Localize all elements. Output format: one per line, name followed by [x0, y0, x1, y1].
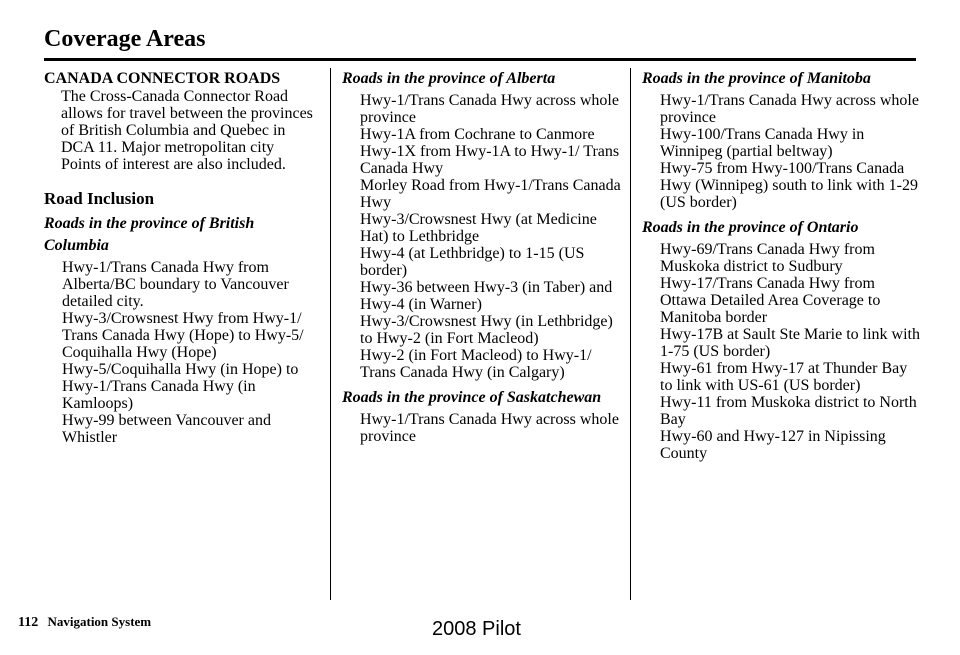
column-2	[342, 68, 622, 445]
road-item: Morley Road from Hwy-1/Trans Canada Hwy	[360, 177, 621, 211]
road-item: Hwy-69/Trans Canada Hwy from Muskoka district to Sudbury	[660, 241, 875, 275]
saskatchewan-road-list	[342, 411, 622, 445]
road-inclusion-heading: Road Inclusion	[44, 189, 155, 208]
road-item: Hwy-4 (at Lethbridge) to 1-15 (US border)	[360, 245, 585, 279]
manitoba-heading: Roads in the province of Manitoba	[642, 70, 871, 87]
road-item: Hwy-2 (in Fort Macleod) to Hwy-1/ Trans Canada Hwy (in Calgary)	[360, 347, 592, 381]
road-item: Hwy-1X from Hwy-1A to Hwy-1/ Trans Canada Hwy	[360, 143, 620, 177]
road-item: Hwy-17/Trans Canada Hwy from Ottawa Detailed Area Coverage to Manitoba border	[660, 275, 881, 326]
page-footer	[18, 614, 151, 631]
road-item: Hwy-3/Crowsnest Hwy from Hwy-1/ Trans Canada Hwy (Hope) to Hwy-5/ Coquihalla Hwy (Hope)	[62, 310, 304, 361]
column-divider-1	[330, 68, 331, 600]
road-item: Hwy-17B at Sault Ste Marie to link with 1-75 (US border)	[660, 326, 920, 360]
ontario-road-list	[642, 241, 922, 462]
alberta-heading: Roads in the province of Alberta	[342, 70, 556, 87]
section-heading: CANADA CONNECTOR ROADS	[44, 70, 281, 87]
road-item: Hwy-3/Crowsnest Hwy (at Medicine Hat) to Lethbridge	[360, 211, 597, 245]
page-number: 112	[18, 615, 39, 630]
road-item: Hwy-3/Crowsnest Hwy (in Lethbridge) to Hwy-2 (in Fort Macleod)	[360, 313, 613, 347]
manitoba-road-list	[642, 92, 922, 211]
ontario-heading: Roads in the province of Ontario	[642, 219, 859, 236]
column-3	[642, 68, 922, 462]
column-1	[44, 68, 314, 446]
page-title: Coverage Areas	[44, 26, 206, 52]
road-item: Hwy-1/Trans Canada Hwy across whole province	[660, 92, 919, 126]
road-item: Hwy-99 between Vancouver and Whistler	[62, 412, 271, 446]
road-item: Hwy-11 from Muskoka district to North Bay	[660, 394, 917, 428]
road-item: Hwy-100/Trans Canada Hwy in Winnipeg (partial beltway)	[660, 126, 865, 160]
watermark: 2008 Pilot	[432, 618, 521, 640]
intro-paragraph: The Cross-Canada Connector Road allows for travel between the provinces of British Columbia and Quebec in DCA 11. Major metropolitan city Points of interest are also included.	[61, 88, 313, 173]
alberta-road-list	[342, 92, 622, 381]
bc-road-list	[44, 259, 314, 446]
saskatchewan-heading: Roads in the province of Saskatchewan	[342, 389, 602, 406]
road-item: Hwy-1A from Cochrane to Canmore	[360, 126, 595, 143]
title-rule	[44, 58, 916, 61]
footer-label: Navigation System	[47, 614, 152, 629]
road-item: Hwy-36 between Hwy-3 (in Taber) and Hwy-4 (in Warner)	[360, 279, 613, 313]
road-item: Hwy-1/Trans Canada Hwy from Alberta/BC boundary to Vancouver detailed city.	[62, 259, 289, 310]
road-item: Hwy-5/Coquihalla Hwy (in Hope) to Hwy-1/Trans Canada Hwy (in Kamloops)	[62, 361, 299, 412]
bc-heading: Roads in the province of British Columbia	[44, 215, 255, 254]
road-item: Hwy-1/Trans Canada Hwy across whole province	[360, 92, 619, 126]
road-item: Hwy-61 from Hwy-17 at Thunder Bay to link with US-61 (US border)	[660, 360, 908, 394]
road-item: Hwy-1/Trans Canada Hwy across whole province	[360, 411, 619, 445]
column-divider-2	[630, 68, 631, 600]
road-item: Hwy-60 and Hwy-127 in Nipissing County	[660, 428, 886, 462]
road-item: Hwy-75 from Hwy-100/Trans Canada Hwy (Winnipeg) south to link with 1-29 (US border)	[660, 160, 918, 211]
